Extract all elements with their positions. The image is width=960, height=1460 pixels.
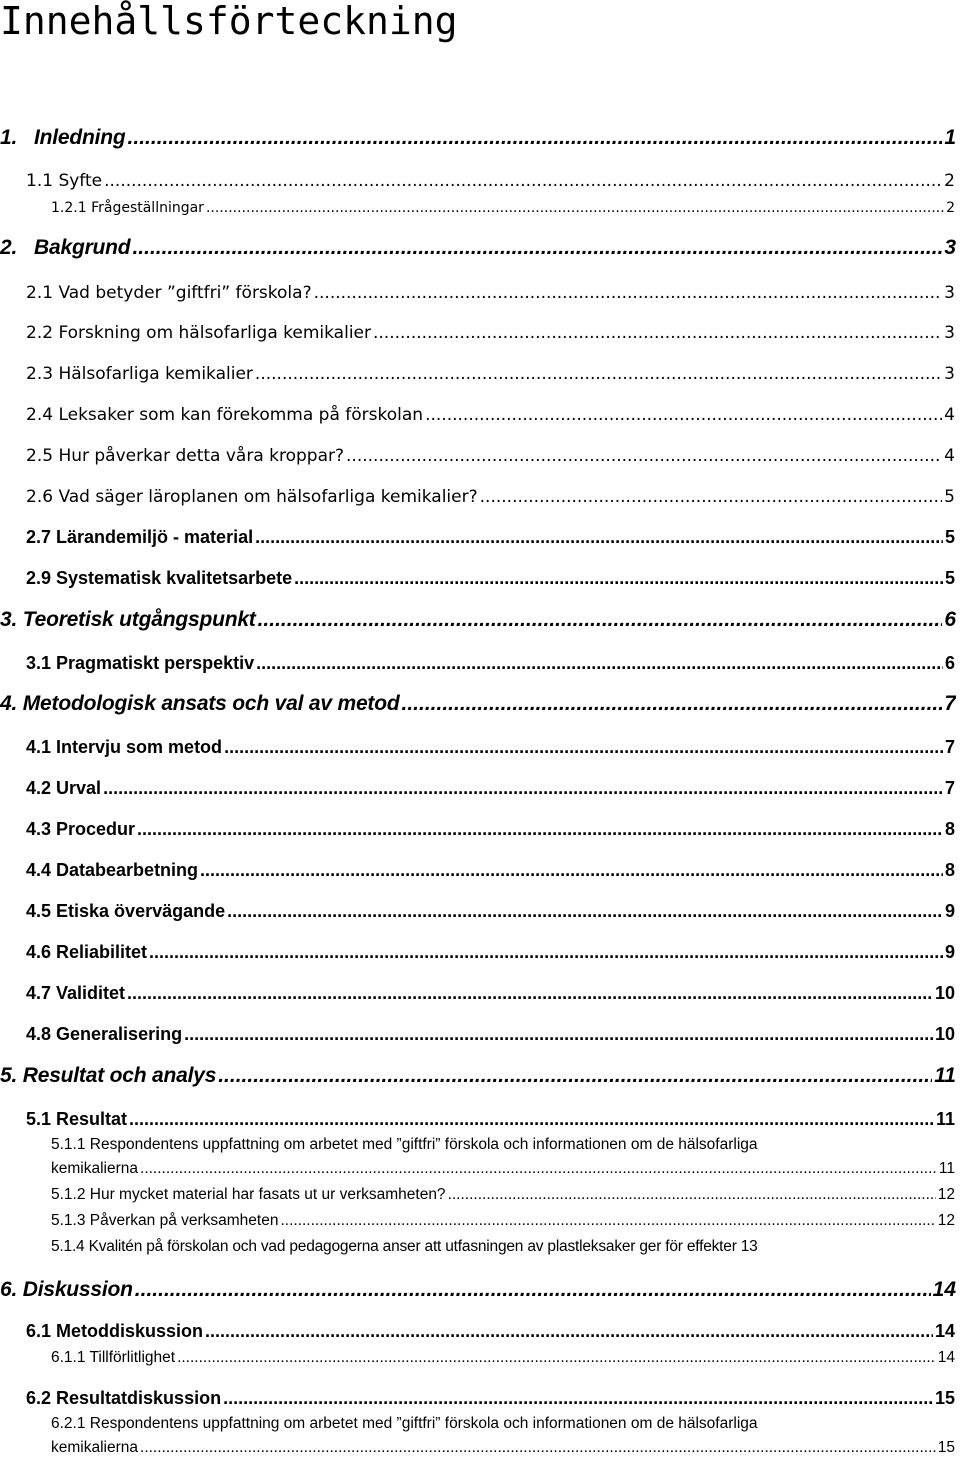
toc-entry-1[interactable] [0,124,956,152]
toc-page-number: 11 [938,1160,955,1177]
toc-page-number: 7 [944,692,956,715]
dot-leader [255,524,943,550]
toc-entry-text: 6.1 Metoddiskussion [26,1321,204,1341]
toc-entry-6-2[interactable] [26,1385,955,1411]
toc-page-number: 10 [934,983,955,1003]
toc-page-number: 6 [944,653,955,673]
toc-page-number: 15 [934,1388,955,1408]
toc-page-number: 3 [944,323,955,343]
dot-leader [137,816,943,842]
toc-entry-text: 4.6 Reliabilitet [26,942,148,962]
dot-leader [104,168,942,194]
toc-entry-1-1[interactable] [26,168,955,194]
toc-entry-5-1-2[interactable] [51,1183,955,1207]
dot-leader [258,606,943,634]
dot-leader [206,196,944,220]
toc-page-number: 2 [944,171,955,191]
toc-page-number: 9 [944,901,955,921]
toc-page-number: 12 [937,1186,955,1203]
dot-leader [132,234,942,262]
dot-leader [140,1157,937,1181]
toc-entry-text: 4.4 Databearbetning [26,860,199,880]
toc-page-number: 14 [934,1321,955,1341]
toc-entry-4-7[interactable] [26,980,955,1006]
dot-leader [448,1183,936,1207]
dot-leader [127,980,933,1006]
dot-leader [200,857,943,883]
toc-page-number: 5 [944,527,955,547]
toc-entry-text: 2.7 Lärandemiljö - material [26,527,254,547]
toc-page-number: 14 [932,1278,956,1301]
toc-entry-3[interactable] [0,606,956,634]
toc-entry-5-1-1-line1[interactable] [51,1133,955,1157]
dot-leader [314,280,943,306]
dot-leader [294,565,943,591]
toc-entry-2-1[interactable] [26,280,955,306]
toc-entry-4-4[interactable] [26,857,955,883]
toc-page-number: 7 [944,778,955,798]
toc-entry-2-5[interactable] [26,443,955,469]
dot-leader [205,1318,933,1344]
dot-leader [149,939,943,965]
dot-leader [256,650,943,676]
toc-page-number: 13 [740,1238,758,1255]
toc-page-number: 4 [944,446,955,466]
dot-leader [401,690,942,718]
toc-entry-2-7[interactable] [26,524,955,550]
toc-page-number: 3 [944,236,956,259]
toc-entry-6[interactable] [0,1276,956,1304]
toc-entry-5-1-4[interactable] [51,1235,955,1259]
toc-entry-5-1-3[interactable] [51,1209,955,1233]
toc-entry-4-1[interactable] [26,734,955,760]
toc-entry-text: 6. Diskussion [0,1278,133,1301]
toc-entry-4-5[interactable] [26,898,955,924]
toc-entry-4-2[interactable] [26,775,955,801]
toc-page-number: 6 [944,608,956,631]
dot-leader [255,361,942,387]
toc-entry-6-2-1-line2[interactable] [51,1436,955,1460]
toc-entry-text: 6.1.1 Tillförlitlighet [51,1349,176,1366]
toc-entry-2-4[interactable] [26,402,955,428]
toc-page-number: 12 [937,1212,955,1229]
dot-leader [103,775,943,801]
toc-entry-text: kemikalierna [51,1439,139,1456]
dot-leader [373,320,942,346]
toc-page-number: 5 [944,487,955,507]
toc-entry-5[interactable] [0,1062,956,1090]
dot-leader [280,1209,935,1233]
toc-page-number: 1 [944,126,956,149]
toc-entry-text: 4.7 Validitet [26,983,126,1003]
dot-leader [177,1346,936,1370]
toc-entry-text: 2.9 Systematisk kvalitetsarbete [26,568,293,588]
dot-leader [227,898,943,924]
toc-entry-text: 2.4 Leksaker som kan förekomma på förskolan [26,405,424,425]
toc-page-number: 4 [944,405,955,425]
toc-entry-4-8[interactable] [26,1021,955,1047]
dot-leader [135,1276,931,1304]
toc-entry-text: 3.1 Pragmatiskt perspektiv [26,653,255,673]
toc-page-number: 2 [946,200,955,216]
toc-entry-text: 4. Metodologisk ansats och val av metod [0,692,400,715]
toc-entry-text: 1.1 Syfte [26,171,103,191]
toc-entry-text: 1. Inledning [0,126,126,149]
toc-entry-text: 5.1.2 Hur mycket material har fasats ut ur verksamheten? [51,1186,446,1203]
toc-page-number: 15 [937,1439,955,1456]
toc-entry-6-1[interactable] [26,1318,955,1344]
toc-entry-3-1[interactable] [26,650,955,676]
toc-entry-text: 2. Bakgrund [0,236,131,259]
toc-entry-text: 1.2.1 Frågeställningar [51,200,204,216]
toc-entry-text: kemikalierna [51,1160,139,1177]
dot-leader [425,402,942,428]
dot-leader [224,734,943,760]
toc-entry-5-1-1-line2[interactable] [51,1157,955,1181]
toc-entry-5-1[interactable] [26,1106,955,1132]
toc-entry-2-9[interactable] [26,565,955,591]
toc-entry-text: 2.5 Hur påverkar detta våra kroppar? [26,446,345,466]
dot-leader [129,1106,934,1132]
toc-entry-text: 5.1.1 Respondentens uppfattning om arbetet med ”giftfri” förskola och informationen om de hälsofarliga [51,1136,758,1153]
dot-leader [223,1385,933,1411]
toc-page-number: 5 [944,568,955,588]
toc-entry-text: 2.1 Vad betyder ”giftfri” förskola? [26,283,312,303]
toc-entry-6-1-1[interactable] [51,1346,955,1370]
toc-page-number: 9 [944,942,955,962]
toc-entry-text: 2.6 Vad säger läroplanen om hälsofarliga kemikalier? [26,487,478,507]
toc-entry-text: 2.3 Hälsofarliga kemikalier [26,364,253,384]
toc-entry-text: 4.5 Etiska övervägande [26,901,226,921]
dot-leader [346,443,942,469]
toc-page-number: 8 [944,819,955,839]
dot-leader [184,1021,933,1047]
dot-leader [218,1062,932,1090]
toc-page-number: 11 [934,1064,956,1087]
toc-entry-text: 4.8 Generalisering [26,1024,183,1044]
toc-entry-text: 5.1 Resultat [26,1109,128,1129]
toc-page-number: 10 [934,1024,955,1044]
toc-entry-text: 4.1 Intervju som metod [26,737,223,757]
toc-page-number: 14 [937,1349,955,1366]
toc-entry-text: 5. Resultat och analys [0,1064,217,1087]
toc-entry-4-6[interactable] [26,939,955,965]
page-title: Innehållsförteckning [0,0,458,43]
toc-entry-text: 5.1.3 Påverkan på verksamheten [51,1212,279,1229]
toc-page-number: 3 [944,364,955,384]
toc-entry-4-3[interactable] [26,816,955,842]
toc-page-number: 3 [944,283,955,303]
toc-entry-text: 2.2 Forskning om hälsofarliga kemikalier [26,323,371,343]
toc-entry-1-2-1[interactable] [51,196,955,220]
toc-entry-2-6[interactable] [26,484,955,510]
toc-entry-2-3[interactable] [26,361,955,387]
toc-entry-text: 6.2 Resultatdiskussion [26,1388,222,1408]
dot-leader [128,124,943,152]
toc-entry-text: 3. Teoretisk utgångspunkt [0,608,256,631]
toc-entry-2-2[interactable] [26,320,955,346]
toc-page-number: 11 [935,1109,955,1129]
toc-entry-text: 6.2.1 Respondentens uppfattning om arbetet med ”giftfri” förskola och informationen om de hälsofarliga [51,1415,758,1432]
toc-page-number: 8 [944,860,955,880]
toc-entry-2[interactable] [0,234,956,262]
toc-entry-text: 4.3 Procedur [26,819,136,839]
toc-entry-4[interactable] [0,690,956,718]
dot-leader [480,484,943,510]
toc-entry-text: 4.2 Urval [26,778,102,798]
toc-entry-text: 5.1.4 Kvalitén på förskolan och vad pedagogerna anser att utfasningen av plastleksaker ger för effekter [51,1238,737,1255]
toc-page-number: 7 [944,737,955,757]
toc-entry-6-2-1-line1[interactable] [51,1412,955,1436]
dot-leader [140,1436,936,1460]
